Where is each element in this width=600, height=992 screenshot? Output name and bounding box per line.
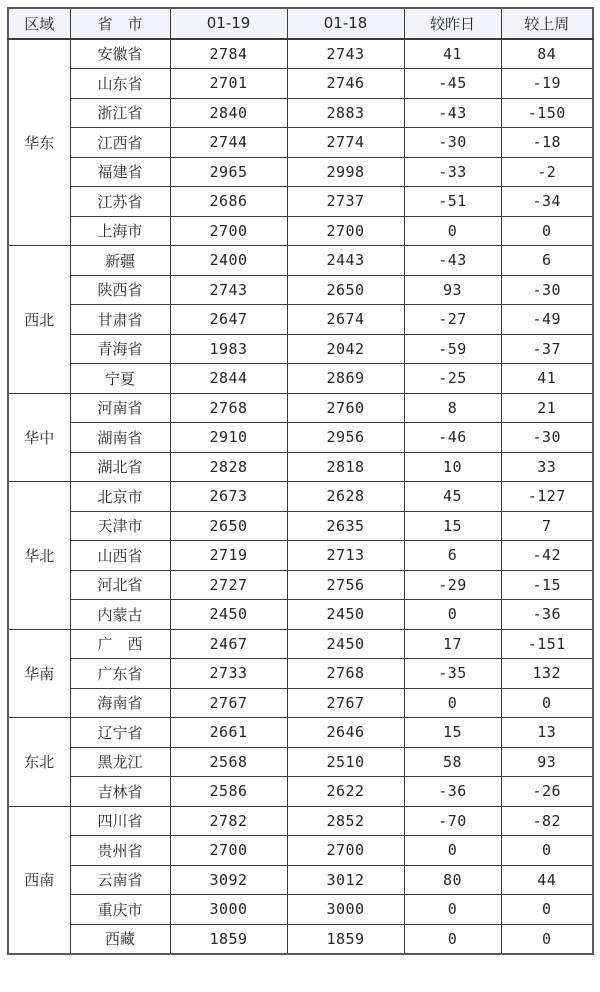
change-vs-last-week-cell: 6 [501,246,593,276]
change-vs-yesterday-cell: 10 [404,452,501,482]
price-01-19-cell: 2700 [170,216,287,246]
change-vs-last-week-cell: 93 [501,747,593,777]
province-cell: 青海省 [70,334,170,364]
price-01-19-cell: 2767 [170,688,287,718]
change-vs-yesterday-cell: 0 [404,688,501,718]
change-vs-last-week-cell: 0 [501,895,593,925]
change-vs-last-week-cell: -2 [501,157,593,187]
price-01-18-cell: 2646 [287,718,404,748]
change-vs-yesterday-cell: -59 [404,334,501,364]
change-vs-yesterday-cell: -51 [404,187,501,217]
table-row [8,452,593,482]
province-cell: 重庆市 [70,895,170,925]
province-cell: 西藏 [70,924,170,954]
price-01-18-cell: 2700 [287,216,404,246]
price-01-18-cell: 2774 [287,128,404,158]
table-row [8,629,593,659]
region-cell: 西南 [8,806,70,954]
change-vs-yesterday-cell: 58 [404,747,501,777]
change-vs-yesterday-cell: -43 [404,98,501,128]
price-01-18-cell: 2818 [287,452,404,482]
price-01-18-cell: 2628 [287,482,404,512]
price-01-18-cell: 2622 [287,777,404,807]
table-row [8,747,593,777]
price-01-18-cell: 2042 [287,334,404,364]
table-header [8,8,593,39]
change-vs-yesterday-cell: -70 [404,806,501,836]
province-cell: 海南省 [70,688,170,718]
price-01-18-cell: 2743 [287,39,404,69]
price-01-19-cell: 2733 [170,659,287,689]
col-header-region: 区域 [8,8,70,39]
price-01-18-cell: 2674 [287,305,404,335]
price-01-18-cell: 2998 [287,157,404,187]
change-vs-last-week-cell: 41 [501,364,593,394]
change-vs-last-week-cell: -37 [501,334,593,364]
change-vs-last-week-cell: 132 [501,659,593,689]
price-01-19-cell: 3000 [170,895,287,925]
table-row [8,836,593,866]
province-cell: 陕西省 [70,275,170,305]
col-header-date-01-18: 01-18 [287,8,404,39]
change-vs-last-week-cell: -82 [501,806,593,836]
change-vs-last-week-cell: 0 [501,688,593,718]
price-01-18-cell: 2852 [287,806,404,836]
province-cell: 河南省 [70,393,170,423]
price-01-18-cell: 2700 [287,836,404,866]
table-row [8,659,593,689]
province-cell: 辽宁省 [70,718,170,748]
price-01-18-cell: 2450 [287,629,404,659]
province-cell: 广东省 [70,659,170,689]
province-cell: 北京市 [70,482,170,512]
province-cell: 贵州省 [70,836,170,866]
province-cell: 四川省 [70,806,170,836]
region-cell: 华中 [8,393,70,482]
table-row [8,393,593,423]
price-01-19-cell: 2686 [170,187,287,217]
table-row [8,364,593,394]
change-vs-yesterday-cell: 0 [404,924,501,954]
table-row [8,128,593,158]
province-cell: 江西省 [70,128,170,158]
price-01-19-cell: 2701 [170,69,287,99]
price-01-18-cell: 2756 [287,570,404,600]
change-vs-last-week-cell: -26 [501,777,593,807]
province-cell: 山西省 [70,541,170,571]
region-cell: 华南 [8,629,70,718]
province-cell: 山东省 [70,69,170,99]
table-row [8,39,593,69]
change-vs-last-week-cell: 0 [501,836,593,866]
price-01-19-cell: 2467 [170,629,287,659]
province-cell: 宁夏 [70,364,170,394]
table-row [8,718,593,748]
price-01-19-cell: 2744 [170,128,287,158]
price-01-19-cell: 2828 [170,452,287,482]
change-vs-yesterday-cell: -46 [404,423,501,453]
col-header-vs-yesterday: 较昨日 [404,8,501,39]
province-cell: 甘肃省 [70,305,170,335]
change-vs-yesterday-cell: 8 [404,393,501,423]
price-01-19-cell: 2400 [170,246,287,276]
province-cell: 安徽省 [70,39,170,69]
province-cell: 河北省 [70,570,170,600]
change-vs-yesterday-cell: 15 [404,718,501,748]
price-01-19-cell: 2844 [170,364,287,394]
price-01-19-cell: 2661 [170,718,287,748]
price-01-18-cell: 2635 [287,511,404,541]
table-row [8,216,593,246]
change-vs-last-week-cell: 33 [501,452,593,482]
change-vs-last-week-cell: -151 [501,629,593,659]
price-01-18-cell: 2650 [287,275,404,305]
change-vs-yesterday-cell: -25 [404,364,501,394]
change-vs-last-week-cell: 44 [501,865,593,895]
price-01-19-cell: 2568 [170,747,287,777]
change-vs-yesterday-cell: 0 [404,600,501,630]
province-cell: 天津市 [70,511,170,541]
change-vs-yesterday-cell: 80 [404,865,501,895]
change-vs-last-week-cell: 84 [501,39,593,69]
region-cell: 华北 [8,482,70,630]
table-row [8,570,593,600]
price-table [7,7,594,955]
price-01-19-cell: 3092 [170,865,287,895]
price-01-19-cell: 2910 [170,423,287,453]
change-vs-yesterday-cell: -30 [404,128,501,158]
price-01-18-cell: 2746 [287,69,404,99]
table-row [8,777,593,807]
change-vs-yesterday-cell: -33 [404,157,501,187]
province-cell: 福建省 [70,157,170,187]
table-row [8,541,593,571]
table-row [8,423,593,453]
province-cell: 新疆 [70,246,170,276]
price-01-18-cell: 2883 [287,98,404,128]
change-vs-last-week-cell: -150 [501,98,593,128]
price-01-19-cell: 2727 [170,570,287,600]
province-cell: 浙江省 [70,98,170,128]
table-row [8,69,593,99]
table-row [8,275,593,305]
table-row [8,806,593,836]
province-cell: 湖南省 [70,423,170,453]
province-cell: 吉林省 [70,777,170,807]
change-vs-last-week-cell: -36 [501,600,593,630]
change-vs-yesterday-cell: 17 [404,629,501,659]
change-vs-yesterday-cell: -29 [404,570,501,600]
table-row [8,305,593,335]
change-vs-last-week-cell: -42 [501,541,593,571]
province-cell: 内蒙古 [70,600,170,630]
change-vs-yesterday-cell: 0 [404,216,501,246]
price-01-18-cell: 3000 [287,895,404,925]
change-vs-yesterday-cell: 41 [404,39,501,69]
price-01-19-cell: 1859 [170,924,287,954]
header-row [8,8,593,39]
col-header-vs-last-week: 较上周 [501,8,593,39]
table-row [8,924,593,954]
change-vs-last-week-cell: -19 [501,69,593,99]
change-vs-last-week-cell: -34 [501,187,593,217]
price-01-18-cell: 2443 [287,246,404,276]
change-vs-last-week-cell: -15 [501,570,593,600]
price-01-18-cell: 2737 [287,187,404,217]
change-vs-last-week-cell: 21 [501,393,593,423]
region-cell: 西北 [8,246,70,394]
table-row [8,246,593,276]
price-01-19-cell: 1983 [170,334,287,364]
change-vs-yesterday-cell: -27 [404,305,501,335]
price-01-19-cell: 2784 [170,39,287,69]
change-vs-yesterday-cell: 15 [404,511,501,541]
change-vs-yesterday-cell: 0 [404,836,501,866]
price-01-18-cell: 2713 [287,541,404,571]
province-cell: 上海市 [70,216,170,246]
price-01-19-cell: 2647 [170,305,287,335]
table-row [8,187,593,217]
price-01-19-cell: 2719 [170,541,287,571]
change-vs-last-week-cell: 7 [501,511,593,541]
price-01-18-cell: 2510 [287,747,404,777]
price-01-19-cell: 2673 [170,482,287,512]
region-cell: 东北 [8,718,70,807]
change-vs-yesterday-cell: -35 [404,659,501,689]
col-header-province: 省 市 [70,8,170,39]
change-vs-last-week-cell: -18 [501,128,593,158]
change-vs-yesterday-cell: -36 [404,777,501,807]
change-vs-last-week-cell: -30 [501,423,593,453]
price-01-18-cell: 2760 [287,393,404,423]
col-header-date-01-19: 01-19 [170,8,287,39]
price-01-19-cell: 2700 [170,836,287,866]
change-vs-yesterday-cell: 45 [404,482,501,512]
change-vs-last-week-cell: -127 [501,482,593,512]
change-vs-last-week-cell: 13 [501,718,593,748]
province-cell: 广 西 [70,629,170,659]
table-row [8,482,593,512]
price-01-18-cell: 2767 [287,688,404,718]
table-row [8,895,593,925]
price-01-18-cell: 2450 [287,600,404,630]
table-row [8,688,593,718]
price-01-19-cell: 2782 [170,806,287,836]
table-row [8,98,593,128]
province-cell: 江苏省 [70,187,170,217]
price-01-18-cell: 1859 [287,924,404,954]
change-vs-last-week-cell: -30 [501,275,593,305]
price-01-19-cell: 2450 [170,600,287,630]
table-row [8,334,593,364]
change-vs-last-week-cell: 0 [501,924,593,954]
change-vs-yesterday-cell: 93 [404,275,501,305]
table-row [8,600,593,630]
region-cell: 华东 [8,39,70,246]
price-01-19-cell: 2586 [170,777,287,807]
change-vs-yesterday-cell: -45 [404,69,501,99]
price-01-19-cell: 2768 [170,393,287,423]
province-cell: 湖北省 [70,452,170,482]
price-01-19-cell: 2965 [170,157,287,187]
price-01-19-cell: 2840 [170,98,287,128]
province-cell: 云南省 [70,865,170,895]
change-vs-yesterday-cell: 0 [404,895,501,925]
change-vs-last-week-cell: -49 [501,305,593,335]
price-01-18-cell: 2768 [287,659,404,689]
table-row [8,865,593,895]
province-cell: 黑龙江 [70,747,170,777]
table-row [8,511,593,541]
table-body [8,39,593,955]
price-01-18-cell: 3012 [287,865,404,895]
change-vs-last-week-cell: 0 [501,216,593,246]
price-01-18-cell: 2869 [287,364,404,394]
change-vs-yesterday-cell: 6 [404,541,501,571]
change-vs-yesterday-cell: -43 [404,246,501,276]
price-01-18-cell: 2956 [287,423,404,453]
price-01-19-cell: 2743 [170,275,287,305]
table-row [8,157,593,187]
price-01-19-cell: 2650 [170,511,287,541]
